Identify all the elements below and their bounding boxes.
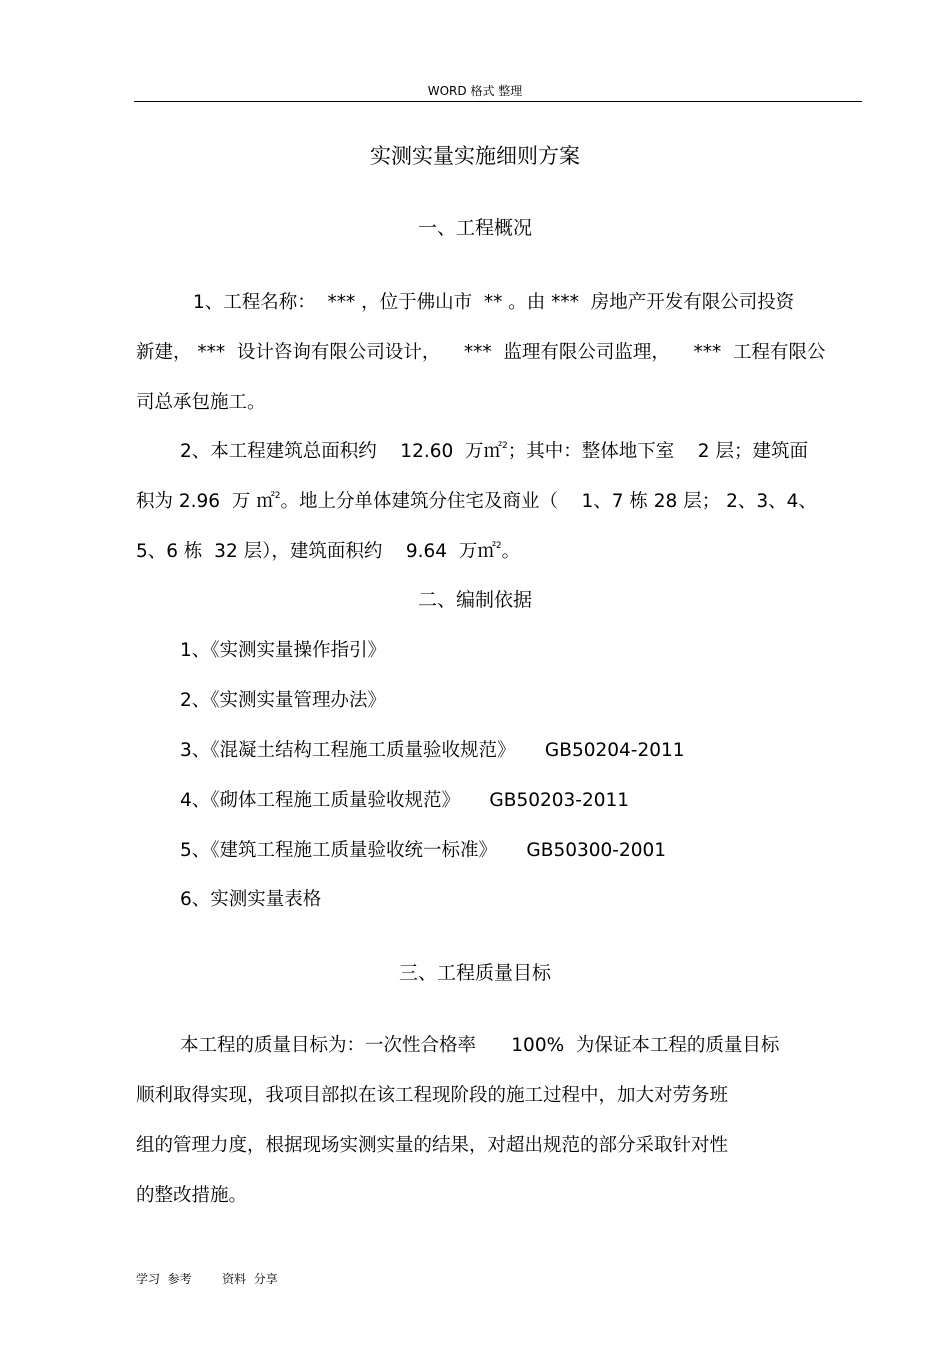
superscript: 2	[502, 441, 508, 451]
overview-line: 新建， *** 设计咨询有限公司设计， *** 监理有限公司监理， *** 工程有限公	[136, 342, 826, 363]
superscript: 2	[274, 491, 281, 501]
quality-line: 的整改措施。	[136, 1185, 248, 1206]
document-title: 实测实量实施细则方案	[370, 144, 580, 168]
area-text: 2、本工程建筑总面积约 12.60 万㎡	[180, 441, 503, 462]
area-text: ；其中：整体地下室 2 层；建筑面	[507, 441, 808, 462]
superscript: 2	[495, 541, 502, 551]
page-footer: 学习 参考 资料 分享	[136, 1272, 278, 1286]
overview-line: 1、工程名称： *** ，位于佛山市 ** 。由 *** 房地产开发有限公司投资	[193, 292, 795, 313]
section-heading-quality: 三、工程质量目标	[398, 962, 551, 984]
overview-line: 司总承包施工。	[136, 392, 266, 413]
area-line	[180, 437, 808, 463]
area-text: 5、6 栋 32 层），建筑面积约 9.64 万㎡	[136, 541, 496, 562]
section-heading-basis: 二、编制依据	[417, 589, 532, 611]
area-text: 积为 2.96 万 ㎡	[136, 491, 275, 512]
area-line	[136, 537, 520, 563]
quality-line: 组的管理力度，根据现场实测实量的结果，对超出规范的部分采取针对性	[136, 1135, 729, 1156]
page-header: WORD 格式 整理	[427, 84, 523, 98]
area-line	[136, 487, 817, 513]
quality-line: 顺利取得实现，我项目部拟在该工程现阶段的施工过程中，加大对劳务班	[136, 1085, 729, 1106]
basis-item: 6、实测实量表格	[180, 889, 322, 910]
area-text: 。	[501, 541, 521, 562]
basis-item: 2、《实测实量管理办法》	[180, 690, 387, 711]
basis-item: 3、《混凝土结构工程施工质量验收规范》 GB50204-2011	[180, 740, 685, 761]
area-text: 。地上分单体建筑分住宅及商业（ 1、7 栋 28 层； 2、3、4、	[280, 491, 817, 512]
quality-line: 本工程的质量目标为：一次性合格率 100% 为保证本工程的质量目标	[180, 1035, 780, 1056]
section-heading-overview: 一、工程概况	[417, 217, 532, 239]
basis-item: 5、《建筑工程施工质量验收统一标准》 GB50300-2001	[180, 840, 667, 861]
header-rule	[134, 101, 862, 102]
basis-item: 4、《砌体工程施工质量验收规范》 GB50203-2011	[180, 790, 630, 811]
basis-item: 1、《实测实量操作指引》	[180, 640, 387, 661]
